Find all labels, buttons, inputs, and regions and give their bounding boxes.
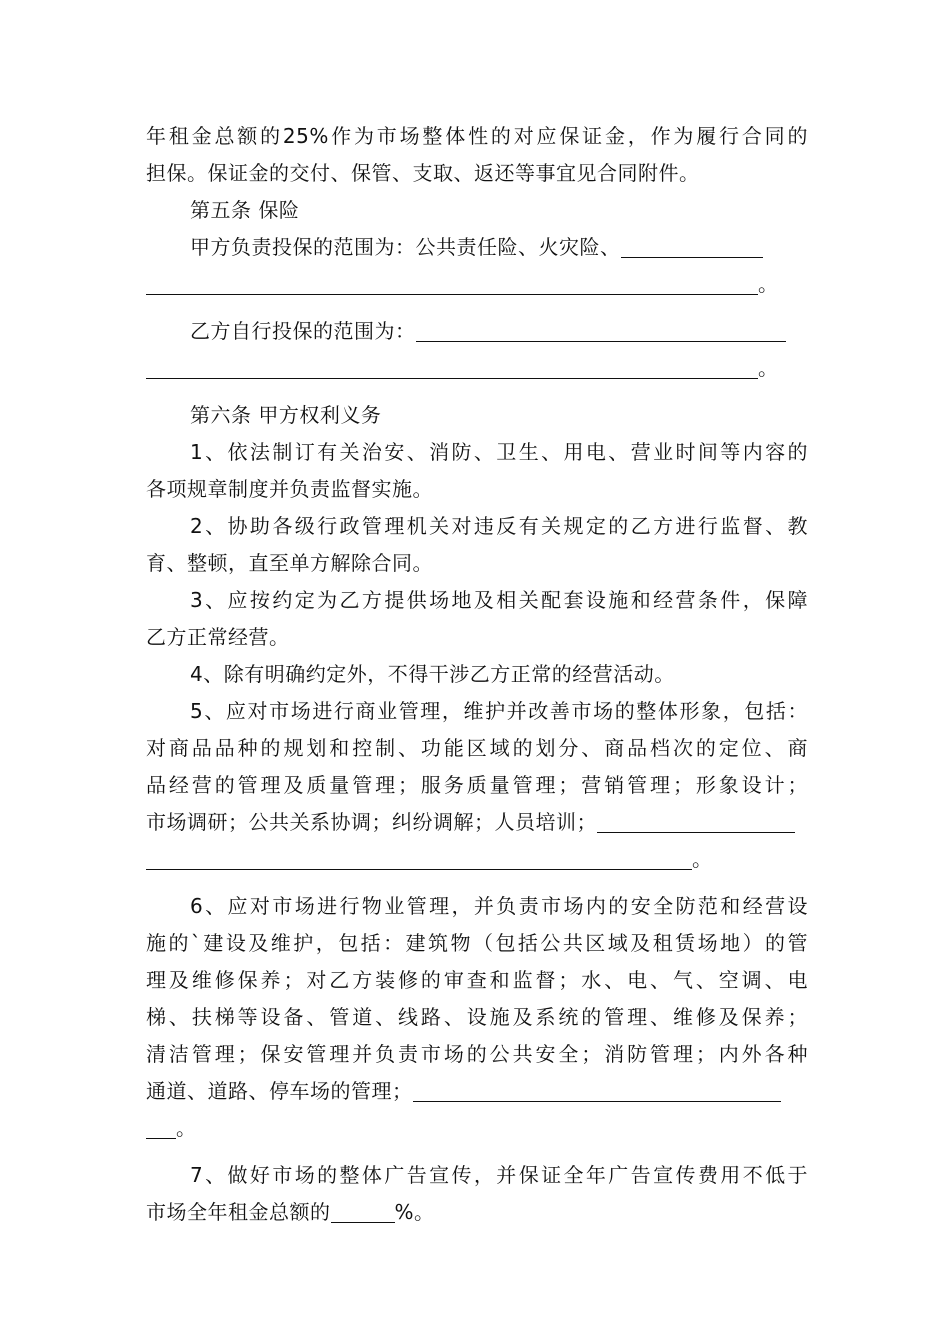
fill-blank[interactable]	[146, 270, 758, 295]
fill-blank[interactable]	[621, 233, 763, 258]
text-line: 乙方正常经营。	[146, 625, 290, 649]
text-line: 6、应对市场进行物业管理，并负责市场内的安全防范和经营设	[190, 894, 808, 918]
fill-blank[interactable]	[146, 1114, 176, 1139]
text-line: 理及维修保养；对乙方装修的审查和监督；水、电、气、空调、电	[146, 968, 808, 992]
text-line: 2、协助各级行政管理机关对违反有关规定的乙方进行监督、教	[190, 514, 808, 538]
text-line: 梯、扶梯等设备、管道、线路、设施及系统的管理、维修及保养；	[146, 1005, 808, 1029]
text-line: 5、应对市场进行商业管理，维护并改善市场的整体形象，包括：	[190, 699, 808, 723]
insurance-scope-b-label: 乙方自行投保的范围为：	[190, 319, 416, 343]
text-line	[146, 1110, 808, 1147]
item-6-tail: 通道、道路、停车场的管理；	[146, 1079, 413, 1103]
text-line: 3、应按约定为乙方提供场地及相关配套设施和经营条件，保障	[190, 588, 808, 612]
article-5-title: 第五条 保险	[190, 198, 300, 222]
text-line: 1、依法制订有关治安、消防、卫生、用电、营业时间等内容的	[190, 440, 808, 464]
item-7-tail: 市场全年租金总额的	[146, 1200, 331, 1224]
text-line: 4、除有明确约定外，不得干涉乙方正常的经营活动。	[190, 662, 675, 686]
period: 。	[758, 356, 779, 380]
insurance-scope-a-label: 甲方负责投保的范围为：公共责任险、火灾险、	[190, 235, 621, 259]
text-line	[146, 804, 808, 841]
text-line: 品经营的管理及质量管理；服务质量管理；营销管理；形象设计；	[146, 773, 808, 797]
text-line: 对商品品种的规划和控制、功能区域的划分、商品档次的定位、商	[146, 736, 808, 760]
fill-blank[interactable]	[146, 845, 692, 870]
text-line	[146, 1194, 808, 1231]
period: 。	[692, 847, 713, 871]
text-line	[146, 229, 808, 266]
fill-blank[interactable]	[416, 317, 786, 342]
text-line	[146, 1073, 808, 1110]
item-5-tail: 市场调研；公共关系协调；纠纷调解；人员培训；	[146, 810, 597, 834]
text-line	[146, 266, 808, 303]
text-line: 担保。保证金的交付、保管、支取、返还等事宜见合同附件。	[146, 161, 700, 185]
period: 。	[176, 1116, 197, 1140]
text-line: 各项规章制度并负责监督实施。	[146, 477, 433, 501]
text-line	[146, 350, 808, 387]
document-body	[146, 118, 808, 1231]
text-line: 7、做好市场的整体广告宣传，并保证全年广告宣传费用不低于	[190, 1163, 808, 1187]
fill-blank[interactable]	[146, 354, 758, 379]
text-line: 育、整顿，直至单方解除合同。	[146, 551, 433, 575]
text-line: 施的`建设及维护，包括：建筑物（包括公共区域及租赁场地）的管	[146, 931, 808, 955]
text-line: 清洁管理；保安管理并负责市场的公共安全；消防管理；内外各种	[146, 1042, 808, 1066]
period: 。	[758, 272, 779, 296]
percent-suffix: %。	[394, 1200, 435, 1224]
text-line	[146, 313, 808, 350]
fill-blank[interactable]	[413, 1077, 781, 1102]
text-line: 年租金总额的25%作为市场整体性的对应保证金，作为履行合同的	[146, 124, 808, 148]
percent-blank[interactable]	[331, 1198, 395, 1223]
article-6-title: 第六条 甲方权利义务	[190, 403, 382, 427]
fill-blank[interactable]	[597, 808, 795, 833]
text-line	[146, 841, 808, 878]
